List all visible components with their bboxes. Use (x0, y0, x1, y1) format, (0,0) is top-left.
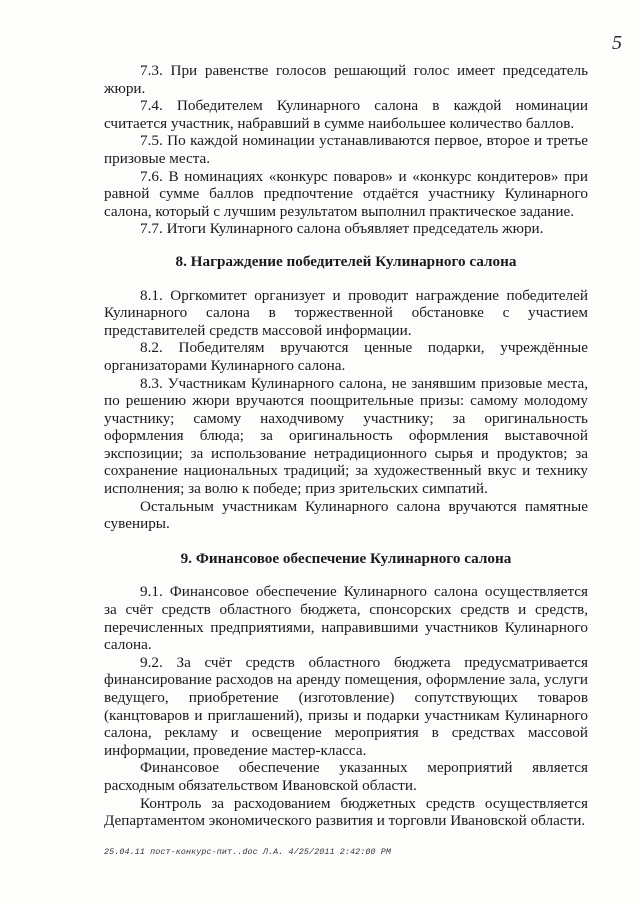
paragraph-8-souvenirs: Остальным участникам Кулинарного салона вручаются памятные сувениры. (104, 497, 588, 533)
page-number: 5 (612, 32, 622, 54)
paragraph-9-2: 9.2. За счёт средств областного бюджета предусматривается финансирование расходов на аренду помещения, оформление зала, услуги ведущего, приобретение (изготовление) сопутствующих товаров (канцтоваров и приглашений), призы и подарки участникам Кулинарного салона, рекламу и освещение мероприятия в средствах массовой информации, проведение мастер-класса. (104, 653, 588, 759)
section-9-heading: 9. Финансовое обеспечение Кулинарного салона (180, 549, 512, 567)
paragraph-7-3: 7.3. При равенстве голосов решающий голос имеет председатель жюри. (104, 62, 588, 97)
section-8-heading: 8. Награждение победителей Кулинарного салона (175, 252, 517, 270)
paragraph-7-5: 7.5. По каждой номинации устанавливаются первое, второе и третье призовые места. (104, 132, 588, 167)
section-8-body (104, 287, 588, 533)
paragraph-9-obligation: Финансовое обеспечение указанных мероприятий является расходным обязательством Ивановской области. (104, 759, 588, 794)
paragraph-7-6: 7.6. В номинациях «конкурс поваров» и «конкурс кондитеров» при равной сумме баллов предпочтение отдаётся участнику Кулинарного салона, который с лучшим результатом выполнил практическое задание. (104, 167, 588, 220)
paragraph-8-3: 8.3. Участникам Кулинарного салона, не занявшим призовые места, по решению жюри вручаются поощрительные призы: самому молодому участнику; самому находчивому участнику; за оригинальность оформления блюда; за оригинальность оформления выставочной экспозиции; за использование нетрадиционного сырья и продуктов; за сохранение национальных традиций; за художественный вкус и технику исполнения; за волю к победе; приз зрительских симпатий. (104, 374, 588, 498)
paragraph-7-4: 7.4. Победителем Кулинарного салона в каждой номинации считается участник, набравший в сумме наибольшее количество баллов. (104, 97, 588, 132)
file-footer: 25.04.11 пост-конкурс-пит..doc Л.А. 4/25/2011 2:42:00 PM (104, 847, 392, 857)
document-body (104, 62, 588, 830)
paragraph-8-2: 8.2. Победителям вручаются ценные подарки, учреждённые организаторами Кулинарного салона. (104, 339, 588, 374)
section-9-body (104, 583, 588, 829)
paragraph-7-7: 7.7. Итоги Кулинарного салона объявляет председатель жюри. (140, 220, 544, 238)
paragraph-9-control: Контроль за расходованием бюджетных средств осуществляется Департаментом экономического развития и торговли Ивановской области. (104, 794, 588, 830)
paragraph-9-1: 9.1. Финансовое обеспечение Кулинарного салона осуществляется за счёт средств областного бюджета, спонсорских средств и средств, перечисленных предприятиями, направившими участников Кулинарного салона. (104, 583, 588, 654)
paragraph-8-1: 8.1. Оргкомитет организует и проводит награждение победителей Кулинарного салона в торжественной обстановке с участием представителей средств массовой информации. (104, 286, 588, 339)
